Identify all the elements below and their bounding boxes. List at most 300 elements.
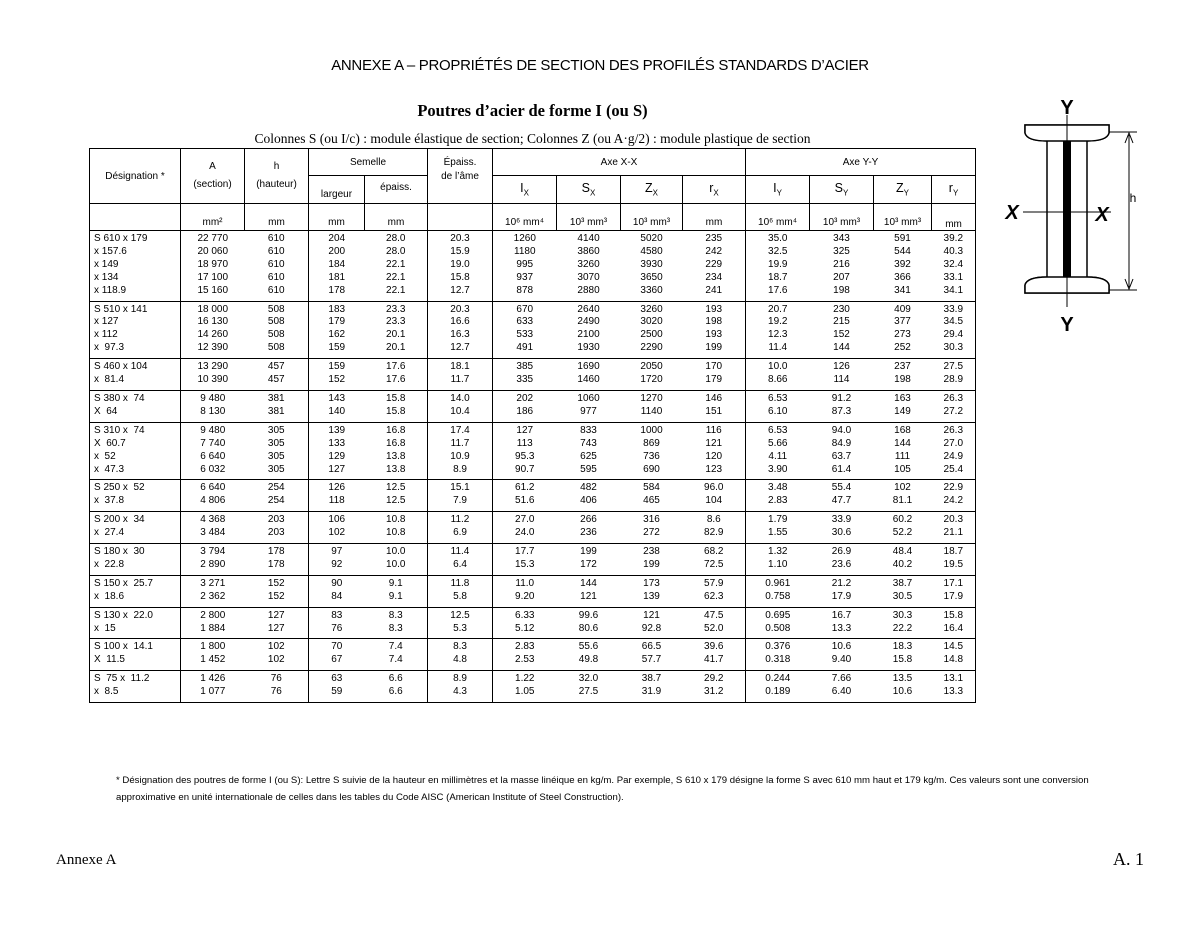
value-cell: 30.3: [932, 342, 976, 358]
value-cell: 19.0: [428, 259, 493, 272]
value-cell: 316: [643, 514, 660, 526]
value-cell: 1460: [557, 374, 621, 390]
header-largeur: largeur: [309, 176, 365, 204]
value-cell: 20 060: [181, 246, 245, 259]
value-cell: 1930: [557, 342, 621, 358]
value-cell: 11.7: [428, 374, 493, 390]
value-cell: 252: [874, 342, 932, 358]
value-cell: 62.3: [683, 591, 746, 607]
value-cell: 15.3: [493, 559, 557, 575]
header-zx: $Z_X$: [621, 176, 683, 204]
value-cell: 343: [833, 233, 850, 244]
value-cell: 27.2: [932, 406, 976, 422]
header-iy: $I_Y$: [746, 176, 810, 204]
page-number: A. 1: [1113, 849, 1144, 869]
value-cell: 68.2: [704, 546, 724, 558]
value-cell: 179: [309, 316, 365, 329]
value-cell: 1000: [640, 424, 663, 436]
value-cell: 24.9: [932, 451, 976, 464]
value-cell: 2050: [640, 361, 663, 373]
value-cell: 127: [245, 623, 309, 639]
value-cell: 2290: [621, 342, 683, 358]
value-cell: 2 800: [181, 607, 245, 622]
table-row: [90, 686, 976, 702]
value-cell: 6.53: [746, 390, 810, 405]
table-row: [90, 272, 976, 285]
value-cell: 16.8: [386, 437, 406, 449]
value-cell: 17.9: [810, 591, 874, 607]
value-cell: 305: [267, 450, 285, 462]
value-cell: 0.318: [746, 654, 810, 670]
table-row: [90, 623, 976, 639]
value-cell: 15.9: [428, 246, 493, 259]
label-y-bottom: Y: [1060, 314, 1074, 336]
value-cell: 2490: [577, 316, 600, 328]
value-cell: 40.2: [874, 559, 932, 575]
designation-cell: X 11.5: [90, 654, 181, 670]
value-cell: 3020: [640, 316, 663, 328]
value-cell: 6.40: [810, 686, 874, 702]
value-cell: 121: [705, 437, 723, 449]
value-cell: 84: [309, 591, 365, 607]
value-cell: 2 362: [181, 591, 245, 607]
value-cell: 385: [493, 359, 557, 374]
value-cell: 17.6: [365, 374, 428, 390]
value-cell: 11.0: [493, 575, 557, 590]
value-cell: 8 130: [181, 406, 245, 422]
value-cell: 12.3: [746, 329, 810, 342]
value-cell: 27.5: [932, 359, 976, 374]
header-h: h (hauteur): [245, 149, 309, 204]
footer-left: Annexe A: [56, 852, 117, 868]
value-cell: 544: [894, 245, 911, 257]
unit-iy: 10⁶ mm⁴: [746, 204, 810, 231]
value-cell: 6 640: [181, 451, 245, 464]
value-cell: 33.9: [831, 514, 852, 526]
value-cell: 27.0: [932, 438, 976, 451]
value-cell: 120: [705, 450, 723, 462]
value-cell: 9.1: [365, 591, 428, 607]
value-cell: 595: [557, 464, 621, 480]
value-cell: 29.4: [932, 329, 976, 342]
value-cell: 127: [309, 464, 365, 480]
value-cell: 12.5: [365, 495, 428, 511]
designation-cell: x 8.5: [90, 686, 181, 702]
value-cell: 178: [267, 546, 285, 558]
value-cell: 12.5: [386, 482, 406, 494]
table-row: [90, 246, 976, 259]
header-zy: $Z_Y$: [874, 176, 932, 204]
value-cell: 168: [894, 424, 911, 436]
value-cell: 9 480: [181, 390, 245, 405]
value-cell: 482: [580, 482, 597, 494]
value-cell: 15.8: [386, 392, 406, 404]
value-cell: 23.6: [810, 559, 874, 575]
value-cell: 8.3: [428, 639, 493, 654]
value-cell: 15.1: [428, 480, 493, 495]
value-cell: 67: [309, 654, 365, 670]
value-cell: 16.6: [428, 316, 493, 329]
value-cell: 6.10: [746, 406, 810, 422]
value-cell: 27.0: [493, 512, 557, 527]
value-cell: 1.79: [746, 512, 810, 527]
value-cell: 6.53: [746, 422, 810, 437]
value-cell: 1260: [493, 231, 557, 246]
value-cell: 242: [705, 245, 723, 257]
value-cell: 878: [493, 285, 557, 301]
value-cell: 4.8: [428, 654, 493, 670]
value-cell: 1140: [621, 406, 683, 422]
value-cell: 3 794: [181, 544, 245, 559]
value-cell: 7 740: [181, 438, 245, 451]
designation-cell: S 460 x 104: [90, 359, 181, 374]
value-cell: 377: [894, 316, 911, 328]
value-cell: 63.7: [831, 450, 852, 462]
label-x-right: X: [1095, 204, 1109, 226]
value-cell: 34.1: [932, 285, 976, 301]
value-cell: 1 452: [181, 654, 245, 670]
value-cell: 743: [580, 437, 597, 449]
value-cell: 39.6: [704, 641, 724, 653]
value-cell: 1720: [621, 374, 683, 390]
header-sy: $S_Y$: [810, 176, 874, 204]
value-cell: 178: [245, 559, 309, 575]
value-cell: 3360: [621, 285, 683, 301]
value-cell: 381: [267, 392, 285, 404]
value-cell: 60.2: [892, 514, 913, 526]
value-cell: 15 160: [181, 285, 245, 301]
value-cell: 12.7: [428, 285, 493, 301]
value-cell: 152: [245, 591, 309, 607]
value-cell: 25.4: [932, 464, 976, 480]
value-cell: 584: [643, 482, 660, 494]
value-cell: 1.10: [746, 559, 810, 575]
value-cell: 3.90: [746, 464, 810, 480]
value-cell: 2 890: [181, 559, 245, 575]
designation-cell: S 180 x 30: [90, 544, 181, 559]
header-rx: $r_X$: [683, 176, 746, 204]
value-cell: 0.189: [746, 686, 810, 702]
value-cell: 34.5: [932, 316, 976, 329]
designation-cell: S 200 x 34: [90, 512, 181, 527]
value-cell: 2500: [640, 329, 663, 341]
value-cell: 977: [557, 406, 621, 422]
value-cell: 392: [894, 258, 911, 270]
value-cell: 20.3: [428, 231, 493, 246]
value-cell: 96.0: [704, 482, 724, 494]
table-row: [90, 316, 976, 329]
value-cell: 38.7: [892, 577, 913, 589]
value-cell: 29.2: [704, 673, 724, 685]
value-cell: 159: [309, 359, 365, 374]
table-row: [90, 301, 976, 316]
value-cell: 63: [309, 671, 365, 686]
value-cell: 90: [309, 575, 365, 590]
annex-title: ANNEXE A – PROPRIÉTÉS DE SECTION DES PROFILÉS STANDARDS D’ACIER: [331, 57, 869, 74]
section-properties-table: [89, 148, 976, 703]
value-cell: 198: [874, 374, 932, 390]
value-cell: 10.4: [428, 406, 493, 422]
value-cell: 57.7: [621, 654, 683, 670]
unit-zy: 10³ mm³: [874, 204, 932, 231]
value-cell: 610: [245, 285, 309, 301]
value-cell: 17.6: [746, 285, 810, 301]
value-cell: 22 770: [181, 231, 245, 246]
value-cell: 95.3: [493, 451, 557, 464]
value-cell: 28.9: [932, 374, 976, 390]
value-cell: 229: [705, 258, 723, 270]
value-cell: 10 390: [181, 374, 245, 390]
value-cell: 13 290: [181, 359, 245, 374]
value-cell: 16.4: [932, 623, 976, 639]
value-cell: 198: [810, 285, 874, 301]
value-cell: 625: [580, 450, 597, 462]
value-cell: 146: [705, 392, 723, 404]
header-axe-yy: Axe Y-Y: [746, 149, 976, 176]
designation-cell: x 134: [90, 272, 181, 285]
header-epaiss-ame: Épaiss. de l’âme: [428, 149, 493, 204]
table-row: [90, 359, 976, 374]
value-cell: 9.40: [810, 654, 874, 670]
value-cell: 152: [833, 329, 850, 341]
value-cell: 3930: [640, 258, 663, 270]
table-row: [90, 575, 976, 590]
value-cell: 5.12: [493, 623, 557, 639]
value-cell: 491: [493, 342, 557, 358]
value-cell: 47.7: [810, 495, 874, 511]
value-cell: 238: [643, 546, 660, 558]
value-cell: 2.53: [493, 654, 557, 670]
value-cell: 7.4: [388, 641, 403, 653]
value-cell: 2.83: [493, 639, 557, 654]
value-cell: 19.5: [932, 559, 976, 575]
value-cell: 17.7: [493, 544, 557, 559]
value-cell: 633: [493, 316, 557, 329]
value-cell: 184: [309, 259, 365, 272]
header-designation: Désignation *: [90, 149, 181, 204]
value-cell: 179: [683, 374, 746, 390]
value-cell: 52.0: [683, 623, 746, 639]
table-row: [90, 639, 976, 654]
value-cell: 92.8: [621, 623, 683, 639]
designation-cell: x 112: [90, 329, 181, 342]
value-cell: 203: [245, 527, 309, 543]
value-cell: 9 480: [181, 422, 245, 437]
value-cell: 104: [683, 495, 746, 511]
value-cell: 1 884: [181, 623, 245, 639]
value-cell: 3860: [577, 245, 600, 257]
value-cell: 273: [894, 329, 911, 341]
value-cell: 14.0: [428, 390, 493, 405]
value-cell: 144: [580, 577, 597, 589]
table-row: [90, 438, 976, 451]
value-cell: 111: [894, 450, 911, 462]
columns-note: Colonnes S (ou I/c) : module élastique de section; Colonnes Z (ou A·g/2) : module plastique de section: [254, 131, 811, 146]
value-cell: 366: [894, 271, 911, 283]
table-row: [90, 495, 976, 511]
value-cell: 869: [643, 437, 660, 449]
value-cell: 10.8: [365, 527, 428, 543]
value-cell: 2.83: [746, 495, 810, 511]
value-cell: 203: [267, 514, 285, 526]
unit-h: mm: [245, 204, 309, 231]
value-cell: 236: [557, 527, 621, 543]
value-cell: 127: [267, 609, 285, 621]
table-row: [90, 591, 976, 607]
header-semelle: Semelle: [309, 149, 428, 176]
designation-cell: x 18.6: [90, 591, 181, 607]
table-body: [90, 231, 976, 703]
designation-cell: S 130 x 22.0: [90, 607, 181, 622]
value-cell: 47.5: [704, 609, 724, 621]
value-cell: 140: [309, 406, 365, 422]
value-cell: 102: [309, 527, 365, 543]
value-cell: 6.33: [493, 607, 557, 622]
unit-ry: mm: [932, 204, 976, 231]
designation-cell: X 60.7: [90, 438, 181, 451]
value-cell: 20.3: [428, 301, 493, 316]
value-cell: 10.6: [874, 686, 932, 702]
value-cell: 11.7: [428, 438, 493, 451]
header-a: A (section): [181, 149, 245, 204]
value-cell: 181: [309, 272, 365, 285]
value-cell: 33.9: [932, 301, 976, 316]
value-cell: 381: [245, 406, 309, 422]
value-cell: 97: [309, 544, 365, 559]
value-cell: 144: [810, 342, 874, 358]
unit-largeur: mm: [309, 204, 365, 231]
unit-sy: 10³ mm³: [810, 204, 874, 231]
value-cell: 26.3: [932, 390, 976, 405]
value-cell: 30.6: [810, 527, 874, 543]
header-sx: $S_X$: [557, 176, 621, 204]
value-cell: 82.9: [683, 527, 746, 543]
value-cell: 129: [309, 451, 365, 464]
value-cell: 9.20: [493, 591, 557, 607]
value-cell: 66.5: [641, 641, 662, 653]
value-cell: 5020: [640, 233, 663, 244]
value-cell: 72.5: [683, 559, 746, 575]
table-row: [90, 451, 976, 464]
value-cell: 83: [309, 607, 365, 622]
unit-zx: 10³ mm³: [621, 204, 683, 231]
designation-cell: x 81.4: [90, 374, 181, 390]
value-cell: 406: [557, 495, 621, 511]
value-cell: 3.48: [746, 480, 810, 495]
value-cell: 28.0: [386, 233, 406, 244]
value-cell: 341: [874, 285, 932, 301]
table-row: [90, 285, 976, 301]
table-row: [90, 671, 976, 686]
value-cell: 508: [267, 329, 285, 341]
designation-cell: x 47.3: [90, 464, 181, 480]
value-cell: 51.6: [493, 495, 557, 511]
value-cell: 508: [267, 316, 285, 328]
value-cell: 81.1: [874, 495, 932, 511]
value-cell: 508: [267, 303, 285, 315]
value-cell: 15.8: [932, 607, 976, 622]
value-cell: 6 032: [181, 464, 245, 480]
unit-sx: 10³ mm³: [557, 204, 621, 231]
value-cell: 91.2: [831, 392, 852, 404]
value-cell: 55.4: [831, 482, 852, 494]
value-cell: 10.6: [831, 641, 852, 653]
value-cell: 1060: [577, 392, 600, 404]
value-cell: 13.8: [386, 450, 406, 462]
value-cell: 5.8: [428, 591, 493, 607]
value-cell: 2880: [557, 285, 621, 301]
value-cell: 198: [705, 316, 723, 328]
value-cell: 17.4: [428, 422, 493, 437]
value-cell: 39.2: [932, 231, 976, 246]
table-row: [90, 559, 976, 575]
value-cell: 254: [267, 482, 285, 494]
value-cell: 335: [493, 374, 557, 390]
value-cell: 20.1: [386, 329, 406, 341]
value-cell: 6.9: [428, 527, 493, 543]
value-cell: 10.0: [746, 359, 810, 374]
value-cell: 121: [557, 591, 621, 607]
table-row: [90, 480, 976, 495]
value-cell: 139: [309, 422, 365, 437]
value-cell: 235: [705, 233, 723, 244]
value-cell: 18.7: [932, 544, 976, 559]
value-cell: 162: [309, 329, 365, 342]
value-cell: 6 640: [181, 480, 245, 495]
table-row: [90, 422, 976, 437]
table-row: [90, 544, 976, 559]
value-cell: 149: [874, 406, 932, 422]
designation-cell: x 27.4: [90, 527, 181, 543]
value-cell: 12.5: [428, 607, 493, 622]
designation-cell: x 22.8: [90, 559, 181, 575]
value-cell: 207: [833, 271, 850, 283]
designation-cell: x 157.6: [90, 246, 181, 259]
value-cell: 126: [833, 361, 850, 373]
value-cell: 4.11: [746, 451, 810, 464]
value-cell: 17 100: [181, 272, 245, 285]
value-cell: 0.758: [746, 591, 810, 607]
value-cell: 13.8: [365, 464, 428, 480]
value-cell: 193: [705, 329, 723, 341]
value-cell: 163: [894, 392, 911, 404]
designation-cell: x 149: [90, 259, 181, 272]
value-cell: 457: [267, 361, 285, 373]
value-cell: 22.9: [932, 480, 976, 495]
value-cell: 102: [245, 654, 309, 670]
value-cell: 12 390: [181, 342, 245, 358]
value-cell: 94.0: [831, 424, 852, 436]
value-cell: 59: [309, 686, 365, 702]
footnote: * Désignation des poutres de forme I (ou S): Lettre S suivie de la hauteur en millimètres et la masse linéique en kg/m. Par exemple, S 610 x 179 désigne la forme S avec 610 mm haut et 179 kg/m. Ces valeurs sont une conversion approximative en unité internationale de celles dans les tables du Code AISC (American Institute of Steel Construction).: [116, 775, 1089, 803]
value-cell: 10.0: [365, 559, 428, 575]
value-cell: 1180: [493, 246, 557, 259]
value-cell: 610: [267, 245, 285, 257]
value-cell: 33.1: [932, 272, 976, 285]
i-beam-diagram: [995, 95, 1145, 340]
table-row: [90, 512, 976, 527]
value-cell: 76: [309, 623, 365, 639]
value-cell: 151: [683, 406, 746, 422]
value-cell: 8.66: [746, 374, 810, 390]
value-cell: 3650: [640, 271, 663, 283]
designation-cell: x 37.8: [90, 495, 181, 511]
unit-blank-ame: [428, 204, 493, 231]
designation-cell: S 100 x 14.1: [90, 639, 181, 654]
value-cell: 61.2: [493, 480, 557, 495]
value-cell: 18.7: [746, 272, 810, 285]
value-cell: 57.9: [704, 577, 724, 589]
